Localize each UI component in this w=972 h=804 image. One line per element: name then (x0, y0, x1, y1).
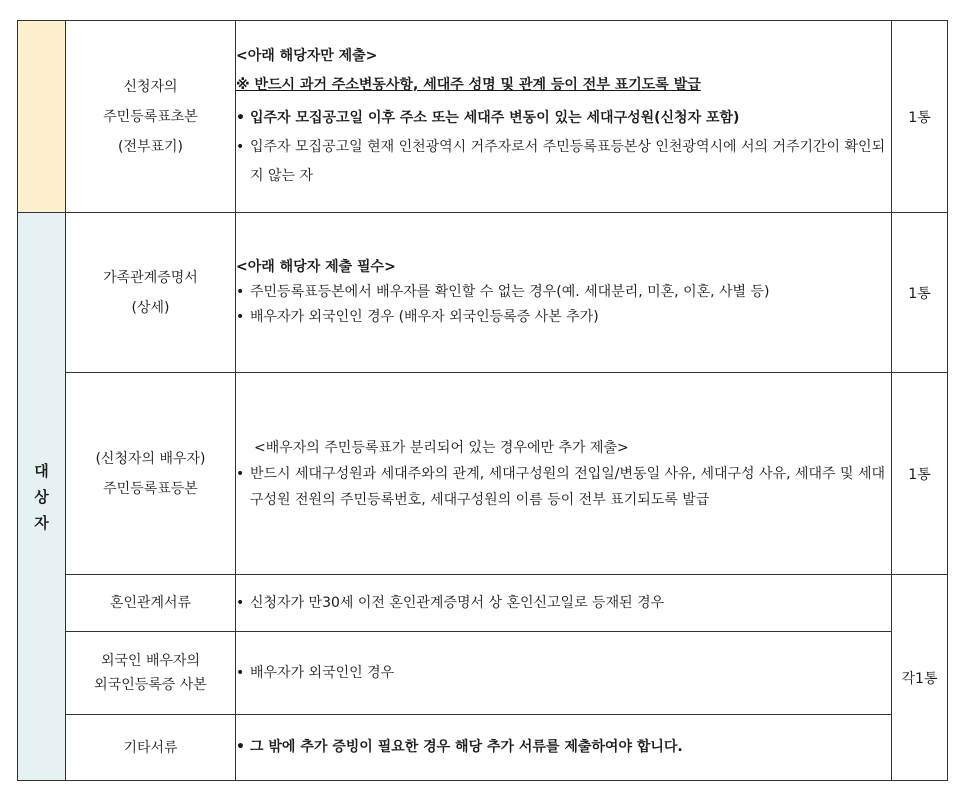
table-row (18, 632, 948, 715)
document-table (17, 20, 948, 781)
document-name-line: 외국인 배우자의 (100, 653, 201, 669)
requirement-cell (236, 715, 892, 781)
document-name-line: 외국인등록증 사본 (94, 677, 207, 693)
section-header: <아래 해당자만 제출> (236, 48, 378, 64)
document-name-line: 기타서류 (123, 739, 178, 756)
requirement-cell (236, 632, 892, 715)
document-name-cell (66, 575, 236, 632)
note-text: ※ 반드시 과거 주소변동사항, 세대주 성명 및 관계 등이 전부 표기도록 발급 (236, 77, 701, 93)
count-cell: 1통 (892, 373, 948, 575)
document-name-cell (66, 715, 236, 781)
count-cell: 1통 (892, 213, 948, 373)
bullet-item: • 배우자가 외국인인 경우 (236, 664, 395, 681)
document-name-cell (66, 373, 236, 575)
document-name-line: (신청자의 배우자) (95, 450, 206, 467)
count-cell: 1통 (892, 21, 948, 213)
bullet-item: • 주민등록표등본에서 배우자를 확인할 수 없는 경우(예. 세대분리, 미혼, 이혼, 사별 등) (236, 284, 770, 300)
bullet-item: • 반드시 세대구성원과 세대주와의 관계, 세대구성원의 전입일/변동일 사유, 세대구성 사유, 세대주 및 세대구성원 전원의 주민등록번호, 세대구성원의 이름 등이 전부 표기되도록 발급 (236, 465, 886, 508)
document-name-cell (66, 21, 236, 213)
category-label-char: 자 (34, 513, 49, 532)
category-label-char: 상 (34, 487, 49, 506)
section-header: <배우자의 주민등록표가 분리되어 있는 경우에만 추가 제출> (254, 439, 629, 456)
document-name-line: 신청자의 (123, 78, 178, 95)
document-name-line: 주민등록표초본 (103, 108, 198, 125)
bullet-item: • 그 밖에 추가 증빙이 필요한 경우 해당 추가 서류를 제출하여야 합니다. (236, 739, 683, 755)
shared-count-cell: 각1통 (892, 575, 948, 781)
requirement-cell (236, 213, 892, 373)
category-cell-empty (18, 21, 66, 213)
document-name-line: 주민등록표등본 (103, 480, 198, 497)
requirement-cell (236, 575, 892, 632)
document-name-line: (상세) (131, 299, 170, 316)
requirement-cell (236, 373, 892, 575)
category-label-char: 대 (34, 461, 49, 480)
document-name-cell (66, 632, 236, 715)
bullet-item: • 배우자가 외국인인 경우 (배우자 외국인등록증 사본 추가) (236, 309, 599, 325)
bullet-item: • 입주자 모집공고일 현재 인천광역시 거주자로서 주민등록표등본상 인천광역시에 서의 거주기간이 확인되지 않는 자 (236, 139, 886, 184)
bullet-item: • 입주자 모집공고일 이후 주소 또는 세대주 변동이 있는 세대구성원(신청자 포함) (236, 110, 740, 126)
table-row (18, 213, 948, 373)
bullet-item: • 신청자가 만30세 이전 혼인관계증명서 상 혼인신고일로 등재된 경우 (236, 594, 665, 611)
table-row (18, 715, 948, 781)
document-name-cell (66, 213, 236, 373)
requirement-cell (236, 21, 892, 213)
category-label-cell (18, 213, 66, 781)
document-name-line: (전부표기) (117, 138, 184, 155)
document-name-line: 가족관계증명서 (103, 269, 198, 286)
table-row (18, 373, 948, 575)
table-row (18, 575, 948, 632)
document-name-line: 혼인관계서류 (109, 595, 192, 611)
table-row (18, 21, 948, 213)
section-header: <아래 해당자 제출 필수> (236, 259, 396, 275)
